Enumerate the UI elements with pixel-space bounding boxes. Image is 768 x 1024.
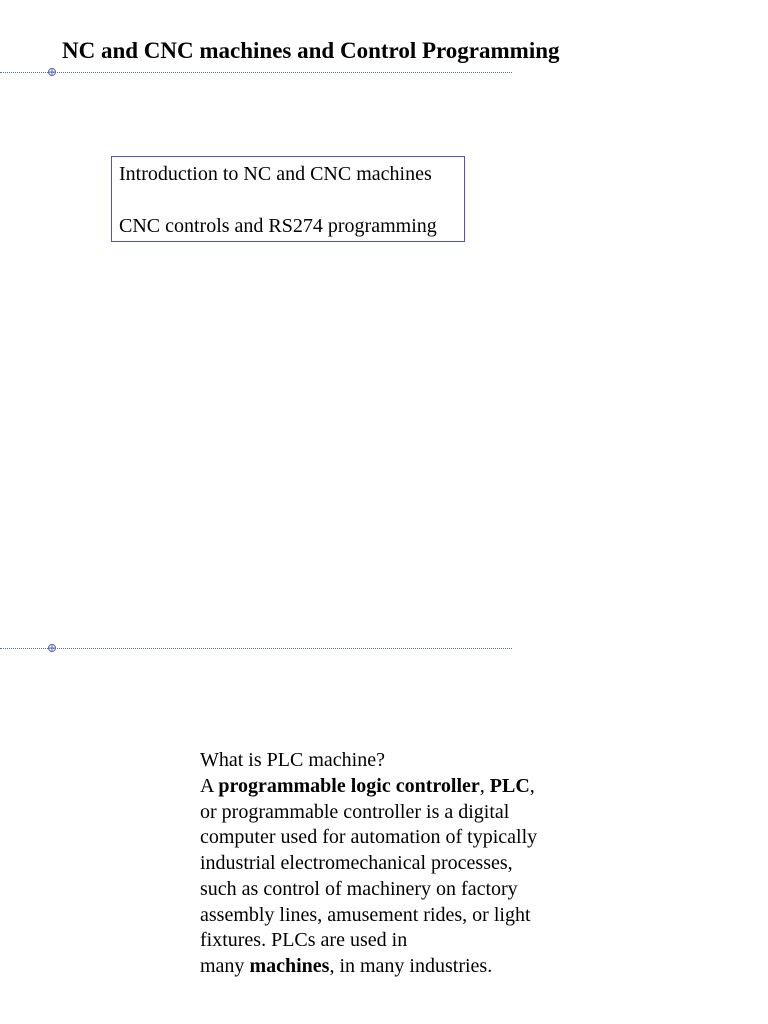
plc-section — [200, 748, 580, 980]
plc-line-1-sep: , — [479, 774, 490, 797]
plc-line-4: industrial electromechanical processes, — [200, 852, 513, 874]
plc-line-5: such as control of machinery on factory — [200, 877, 518, 900]
plc-description — [200, 774, 580, 980]
divider-marker-icon — [47, 643, 57, 653]
plc-line-1-suffix: , — [529, 774, 535, 797]
machines-term: machines — [249, 955, 330, 977]
toc-item-intro[interactable]: Introduction to NC and CNC machines — [119, 163, 432, 185]
plc-term: programmable logic controller — [218, 774, 480, 797]
plc-line-1 — [200, 774, 580, 800]
bottom-divider — [0, 648, 512, 649]
table-of-contents — [111, 156, 465, 242]
top-divider — [0, 72, 512, 73]
plc-abbreviation: PLC — [489, 774, 530, 797]
page-title: NC and CNC machines and Control Programming — [62, 38, 560, 63]
plc-line-8-suffix: , in many industries. — [329, 955, 493, 977]
plc-line-1-prefix: A — [200, 774, 219, 797]
plc-line-8-prefix: many — [200, 955, 250, 977]
plc-question: What is PLC machine? — [200, 749, 385, 771]
toc-item-cnc-controls[interactable]: CNC controls and RS274 programming — [119, 215, 437, 237]
plc-line-7: fixtures. PLCs are used in — [200, 929, 408, 952]
divider-marker-icon — [47, 67, 57, 77]
plc-line-6: assembly lines, amusement rides, or light — [200, 903, 531, 926]
plc-line-2: or programmable controller is a digital — [200, 800, 510, 823]
plc-line-3: computer used for automation of typically — [200, 826, 538, 849]
plc-line-8 — [200, 954, 580, 980]
